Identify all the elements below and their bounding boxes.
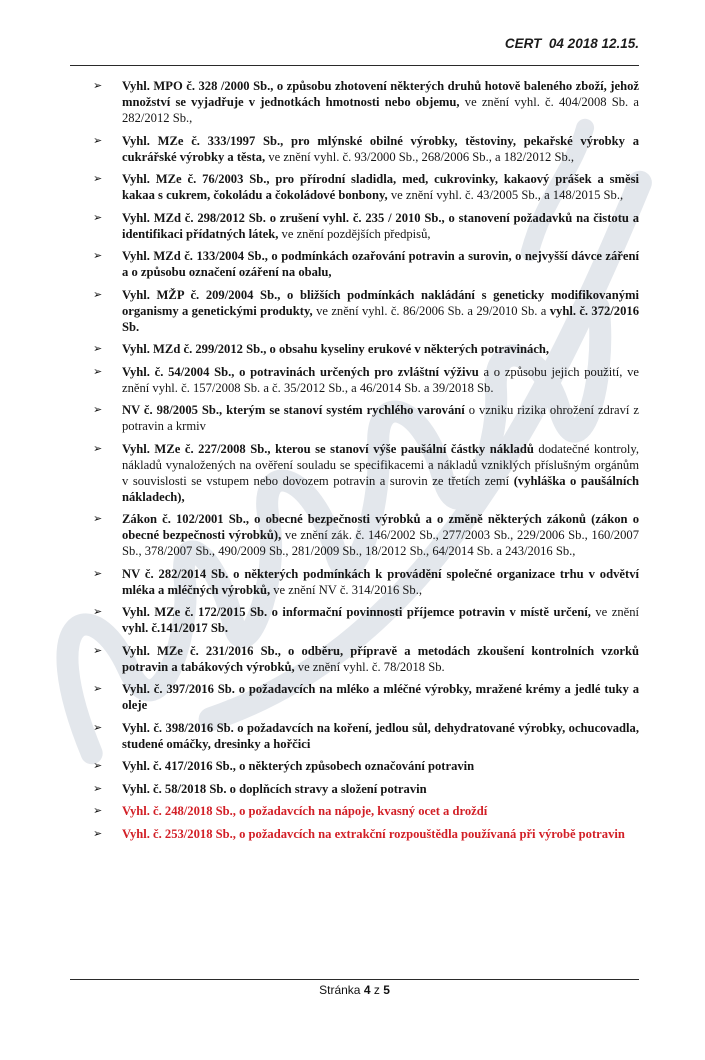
item-text-segment: ve znění pozdějších předpisů,: [281, 226, 431, 241]
item-text-segment: NV č. 98/2005 Sb., kterým se stanoví systém rychlého varování: [122, 403, 469, 417]
list-item: [70, 720, 639, 752]
footer-page-label-prefix: Stránka: [319, 983, 364, 997]
item-text-segment: Vyhl. MZd č. 298/2012 Sb. o zrušení vyhl. č. 235 / 2010 Sb., o stanovení požadavků na čistotu a identifikaci přídatných látek,: [122, 210, 639, 241]
item-text-segment: Vyhl. č. 248/2018 Sb., o požadavcích na nápoje, kvasný ocet a droždí: [122, 804, 488, 818]
document-page: [0, 36, 705, 997]
header-cert-label: CERT 04 2018 12.15.: [504, 36, 639, 51]
item-text-segment: Zákon č. 102/2001 Sb., o obecné bezpečnosti výrobků a o změně některých zákonů (zákon o obecné bezpečnosti výrobků),: [122, 512, 639, 542]
item-text-segment: Vyhl. MZe č. 227/2008 Sb., kterou se stanoví výše paušální částky nákladů: [122, 441, 539, 456]
bullet-arrow-icon: ➢: [93, 364, 103, 378]
list-item: [70, 402, 639, 434]
footer-rule: [70, 979, 639, 997]
item-text-segment: Vyhl. MŽP č. 209/2004 Sb., o bližších podmínkách nakládání s geneticky modifikovanými organismy a genetickými produkty,: [122, 287, 639, 318]
item-text-segment: ve znění: [595, 605, 639, 619]
bullet-arrow-icon: ➢: [93, 79, 103, 92]
bullet-arrow-icon: ➢: [93, 287, 103, 301]
item-text-segment: Vyhl. MZe č. 333/1997 Sb., pro mlýnské obilné výrobky, těstoviny, pekařské výrobky a cukrářské výrobky a těsta,: [122, 133, 639, 164]
item-text-segment: ve znění vyhl. č. 93/2000 Sb., 268/2006 Sb., a 182/2012 Sb.,: [268, 149, 575, 164]
bullet-arrow-icon: ➢: [93, 441, 103, 455]
item-text-segment: Vyhl. MPO č. 328 /2000 Sb., o způsobu zhotovení některých druhů hotově baleného zboží, jehož množství se vyjadřuje v jednotkách hmotnosti nebo objemu,: [122, 79, 639, 109]
item-text-segment: Vyhl. MZd č. 133/2004 Sb., o podmínkách ozařování potravin a surovin, o nejvyšší dávce záření a o způsobu označení ozáření na obalu,: [122, 249, 639, 279]
item-text-segment: (vyhláška o paušálních nákladech),: [122, 473, 639, 504]
bullet-arrow-icon: ➢: [93, 172, 103, 185]
item-text-segment: Vyhl. č. 417/2016 Sb., o některých způsobech označování potravin: [122, 759, 475, 773]
list-item: [70, 364, 639, 396]
footer-page-current: 4: [363, 983, 371, 997]
list-item: [70, 781, 639, 797]
bullet-arrow-icon: ➢: [93, 210, 103, 224]
item-text-segment: ve znění vyhl. č. 78/2018 Sb.: [297, 659, 445, 674]
item-text-segment: dodatečné kontroly, nákladů vynaložených na ověření souladu se specifikacemi a nákladů vzniklých příslušným orgánům v souvislosti se vstupem nebo dovozem potravin a surovin ze třetích zemí: [122, 441, 640, 488]
list-item: [70, 643, 639, 675]
bullet-arrow-icon: ➢: [93, 342, 103, 355]
bullet-arrow-icon: ➢: [93, 720, 103, 734]
bullet-arrow-icon: ➢: [93, 403, 103, 416]
list-item: [70, 133, 639, 165]
bullet-arrow-icon: ➢: [93, 759, 103, 772]
list-item: [70, 171, 639, 203]
item-text-segment: Vyhl. MZd č. 299/2012 Sb., o obsahu kyseliny erukové v některých potravinách,: [122, 342, 550, 356]
bullet-arrow-icon: ➢: [93, 781, 103, 795]
list-item: [70, 78, 639, 126]
bullet-arrow-icon: ➢: [93, 249, 103, 262]
regulation-list: [70, 78, 639, 842]
header-rule: [70, 65, 639, 66]
bullet-arrow-icon: ➢: [93, 512, 103, 525]
item-text-segment: Vyhl. č. 54/2004 Sb., o potravinách určených pro zvláštní výživu: [122, 364, 484, 379]
bullet-arrow-icon: ➢: [93, 133, 103, 147]
list-item: [70, 441, 639, 505]
item-text-segment: vyhl. č.141/2017 Sb.: [122, 621, 229, 635]
item-text-segment: Vyhl. MZe č. 231/2016 Sb., o odběru, přípravě a metodách zkoušení kontrolních vzorků potravin a tabákových výrobků,: [122, 643, 639, 674]
item-text-segment: vyhl. č. 372/2016 Sb.: [122, 303, 639, 334]
list-item: [70, 826, 639, 842]
item-text-segment: a o způsobu jejich použití, ve znění vyhl. č. 157/2008 Sb. a č. 35/2012 Sb., a 46/2014 Sb. a 39/2018 Sb.: [122, 364, 639, 395]
item-text-segment: ve znění vyhl. č. 43/2005 Sb., a 148/2015 Sb.,: [390, 188, 624, 202]
item-text-segment: Vyhl. MZe č. 172/2015 Sb. o informační povinnosti příjemce potravin v místě určení,: [122, 605, 596, 619]
list-item: [70, 604, 639, 636]
footer-page-separator: z: [370, 983, 384, 997]
item-text-segment: Vyhl. MZe č. 76/2003 Sb., pro přírodní sladidla, med, cukrovinky, kakaový prášek a směsi kakaa s cukrem, čokoládu a čokoládové bonbony,: [122, 172, 639, 202]
item-text-segment: NV č. 282/2014 Sb. o některých podmínkách k provádění společné organizace trhu v odvětví mléka a mléčných výrobků,: [122, 566, 639, 597]
item-text-segment: Vyhl. č. 398/2016 Sb. o požadavcích na koření, jedlou sůl, dehydratované výrobky, ochucovadla, studené omáčky, dresinky a hořčici: [122, 720, 639, 751]
item-text-segment: Vyhl. č. 397/2016 Sb. o požadavcích na mléko a mléčné výrobky, mražené krémy a jedlé tuky a oleje: [122, 682, 639, 712]
footer-page-total: 5: [383, 983, 390, 997]
list-item: [70, 210, 639, 242]
item-text-segment: ve znění zák. č. 146/2002 Sb., 277/2003 Sb., 229/2006 Sb., 160/2007 Sb., 378/2007 Sb., 490/2009 Sb., 281/2009 Sb., 18/2012 Sb., 64/2014 Sb. a 243/2016 Sb.,: [122, 528, 639, 558]
list-item: [70, 248, 639, 280]
bullet-arrow-icon: ➢: [93, 682, 103, 695]
list-item: [70, 681, 639, 713]
bullet-arrow-icon: ➢: [93, 643, 103, 657]
bullet-arrow-icon: ➢: [93, 826, 103, 840]
list-item: [70, 803, 639, 819]
bullet-arrow-icon: ➢: [93, 566, 103, 580]
list-item: [70, 566, 639, 598]
item-text-segment: ve znění NV č. 314/2016 Sb.,: [273, 582, 423, 597]
list-item: [70, 511, 639, 559]
item-text-segment: Vyhl. č. 253/2018 Sb., o požadavcích na extrakční rozpouštědla používaná při výrobě potravin: [122, 826, 625, 841]
item-text-segment: ve znění vyhl. č. 404/2008 Sb. a 282/2012 Sb.,: [122, 95, 639, 125]
list-item: [70, 758, 639, 774]
item-text-segment: ve znění vyhl. č. 86/2006 Sb. a 29/2010 Sb. a: [316, 303, 550, 318]
bullet-arrow-icon: ➢: [93, 605, 103, 618]
item-text-segment: o vzniku rizika ohrožení zdraví z potravin a krmiv: [122, 403, 639, 433]
list-item: [70, 341, 639, 357]
bullet-arrow-icon: ➢: [93, 804, 103, 817]
list-item: [70, 287, 639, 335]
item-text-segment: Vyhl. č. 58/2018 Sb. o doplňcích stravy a složení potravin: [122, 781, 427, 796]
